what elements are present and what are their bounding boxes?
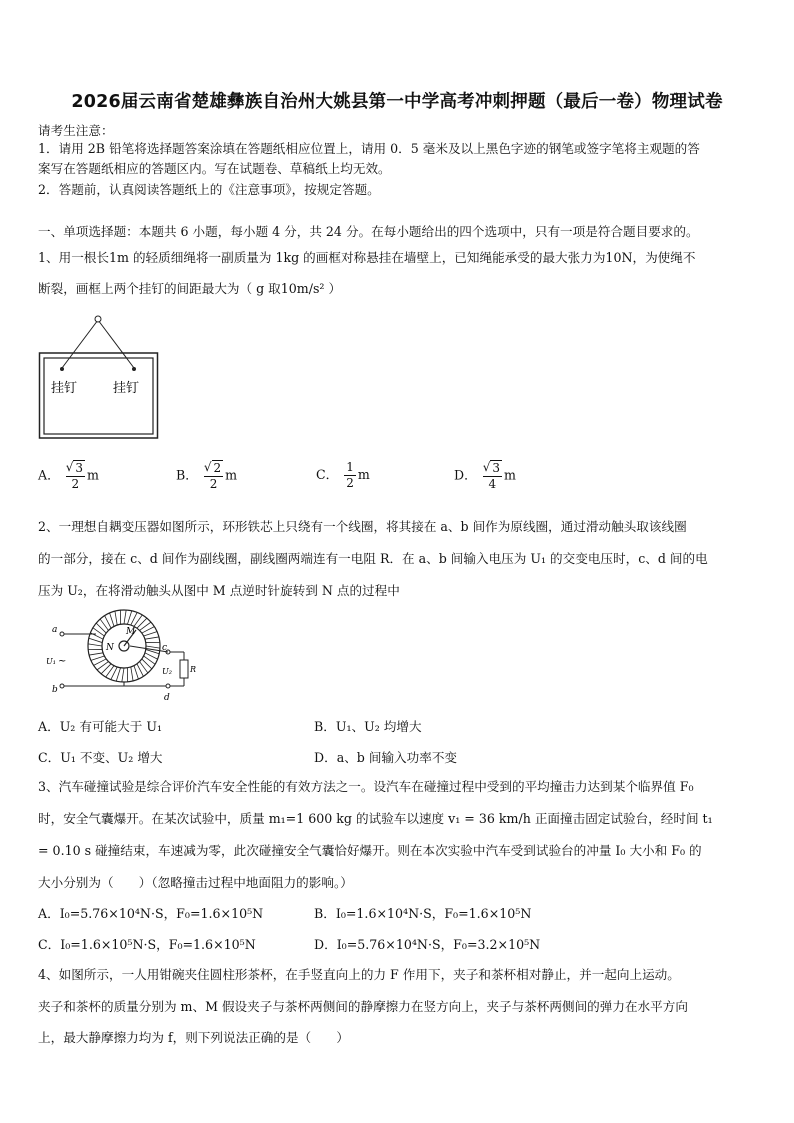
- q3-stem-line-2: 时，安全气囊爆开。在某次试验中，质量 m₁=1 600 kg 的试验车以速度 v₁ = 36 km/h 正面撞击固定试验台，经时间 t₁: [38, 811, 713, 826]
- q2-option-b[interactable]: B．U₁、U₂ 均增大: [314, 719, 422, 734]
- q1-stem-line-2: 断裂，画框上两个挂钉的间距最大为（ g 取10m/s² ）: [38, 281, 342, 296]
- q3-stem-line-3: = 0.10 s 碰撞结束，车速减为零，此次碰撞安全气囊恰好爆开。则在本次实验中汽车受到试验台的冲量 I₀ 大小和 F₀ 的: [38, 843, 702, 858]
- coil-winding: [91, 656, 104, 660]
- terminal-d-label: d: [164, 693, 170, 702]
- point-n-label: N: [106, 643, 114, 653]
- q1-option-d[interactable]: D． √ 3 4 m: [454, 460, 516, 491]
- nail-left-label: 挂钉: [51, 381, 78, 396]
- u2-label: U₂: [162, 667, 172, 676]
- q2-stem-line-1: 2、一理想自耦变压器如图所示，环形铁芯上只绕有一个线圈，将其接在 a、b 间作为原线圈，通过滑动触头取该线圈: [38, 519, 687, 534]
- coil-winding: [89, 638, 102, 642]
- q3-option-a[interactable]: A．I₀=5.76×10⁴N·S，F₀=1.6×10⁵N: [38, 906, 264, 921]
- radical-sign: √: [65, 460, 74, 474]
- q2-option-a[interactable]: A．U₂ 有可能大于 U₁: [38, 719, 162, 734]
- terminal-c-label: c: [162, 643, 168, 653]
- q1-option-c[interactable]: C． $\frac{1}{2}$ m: [316, 460, 370, 490]
- terminal-b-label: b: [52, 685, 58, 695]
- coil-winding: [122, 668, 124, 682]
- coil-winding: [144, 632, 157, 636]
- q1-option-b[interactable]: B． √ 2 2 m: [176, 460, 238, 491]
- q4-stem-line-2: 夹子和茶杯的质量分别为 m、M 假设夹子与茶杯两侧间的静摩擦力在竖方向上，夹子与茶杯两侧间的弹力在水平方向: [38, 999, 688, 1014]
- radical-sign: √: [482, 460, 491, 474]
- q1-option-a[interactable]: A． √ 3 2 m: [38, 460, 99, 491]
- q3-option-c[interactable]: C．I₀=1.6×10⁵N·S，F₀=1.6×10⁵N: [38, 937, 256, 952]
- notice-item-1-cont: 案写在答题纸相应的答题区内。写在试题卷、草稿纸上均无效。: [38, 161, 391, 176]
- q3-option-d[interactable]: D．I₀=5.76×10⁴N·S，F₀=3.2×10⁵N: [314, 937, 541, 952]
- coil-winding: [116, 668, 120, 681]
- sqrt-numerator: √ 3: [482, 460, 501, 475]
- section-heading: 一、单项选择题：本题共 6 小题，每小题 4 分，共 24 分。在每小题给出的四个选项中，只有一项是符合题目要求的。: [38, 224, 699, 239]
- terminal-a-label: a: [52, 625, 58, 635]
- q2-option-d[interactable]: D．a、b 间输入功率不变: [314, 750, 458, 765]
- resistor-label: R: [190, 665, 197, 674]
- q2-autotransformer-diagram: [44, 606, 204, 702]
- q2-stem-line-2: 的一部分，接在 c、d 间作为副线圈，副线圈两端连有一电阻 R．在 a、b 间输入电压为 U₁ 的交变电压时，c、d 间的电: [38, 551, 708, 566]
- coil-winding: [115, 611, 117, 625]
- sqrt-numerator: √ 2: [203, 460, 222, 475]
- page-title: 2026届云南省楚雄彝族自治州大姚县第一中学高考冲刺押题（最后一卷）物理试卷: [71, 92, 723, 112]
- q1-a-num: 3: [75, 461, 84, 475]
- q3-stem-line-4: 大小分别为（ ）（忽略撞击过程中地面阻力的影响。）: [38, 875, 353, 890]
- q1-stem-line-1: 1、用一根长1m 的轻质细绳将一副质量为 1kg 的画框对称悬挂在墙壁上，已知绳能承受的最大张力为10N，为使绳不: [38, 250, 696, 265]
- coil-winding: [124, 610, 126, 624]
- coil-winding: [127, 611, 131, 624]
- q2-stem-line-3: 压为 U₂，在将滑动触头从图中 M 点逆时针旋转到 N 点的过程中: [38, 583, 400, 598]
- q3-stem-line-1: 3、汽车碰撞试验是综合评价汽车安全性能的有效方法之一。设汽车在碰撞过程中受到的平均撞击力达到某个临界值 F₀: [38, 779, 694, 794]
- coil-winding: [131, 667, 133, 681]
- radical-sign: √: [203, 460, 212, 474]
- coil-winding: [134, 666, 138, 679]
- q3-option-b[interactable]: B．I₀=1.6×10⁴N·S，F₀=1.6×10⁵N: [314, 906, 532, 921]
- coil-winding: [88, 644, 102, 646]
- coil-winding: [89, 653, 103, 655]
- notice-heading: 请考生注意：: [38, 123, 114, 138]
- coil-winding: [110, 613, 114, 626]
- q4-stem-line-1: 4、如图所示，一人用钳碗夹住圆柱形茶杯，在手竖直向上的力 F 作用下，夹子和茶杯相对静止，并一起向上运动。: [38, 967, 680, 982]
- notice-item-2: 2．答题前，认真阅读答题纸上的《注意事项》，按规定答题。: [38, 182, 380, 197]
- svg-text:~: ~: [58, 656, 67, 667]
- point-m-label: M: [126, 627, 136, 637]
- q1-picture-frame-diagram: [38, 312, 160, 440]
- nail-right-label: 挂钉: [113, 381, 140, 396]
- notice-item-1: 1．请用 2B 铅笔将选择题答案涂填在答题纸相应位置上，请用 0．5 毫米及以上黑色字迹的钢笔或签字笔将主观题的答: [38, 141, 700, 156]
- q2-option-c[interactable]: C．U₁ 不变、U₂ 增大: [38, 750, 163, 765]
- sqrt-numerator: [66, 460, 85, 477]
- coil-winding: [145, 637, 159, 639]
- coil-winding: [146, 646, 160, 648]
- q4-stem-line-3: 上，最大静摩擦力均为 f，则下列说法正确的是（ ）: [38, 1030, 349, 1045]
- u1-label: U₁: [46, 657, 56, 666]
